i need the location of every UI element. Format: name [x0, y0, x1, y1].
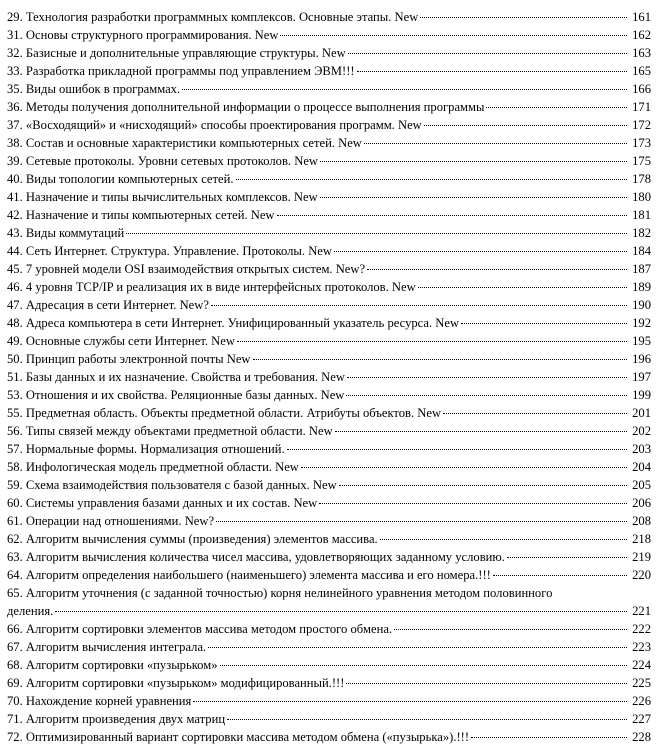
toc-entry-title: 29. Технология разработки программных комплексов. Основные этапы. New — [7, 10, 419, 24]
toc-entry-title: 38. Состав и основные характеристики компьютерных сетей. New — [7, 136, 362, 150]
dot-leader — [357, 61, 627, 72]
dot-leader — [380, 529, 627, 540]
dot-leader — [216, 511, 627, 522]
dot-leader — [420, 7, 627, 18]
toc-entry-title: 41. Назначение и типы вычислительных комплексов. New — [7, 190, 318, 204]
toc-entry[interactable] — [7, 548, 651, 566]
toc-entry-page: 201 — [632, 406, 651, 420]
toc-entry-title: 31. Основы структурного программирования. New — [7, 28, 279, 42]
dot-leader — [211, 295, 627, 306]
toc-entry-page: 187 — [632, 262, 651, 276]
dot-leader — [507, 547, 627, 558]
toc-entry-title: 40. Виды топологии компьютерных сетей. — [7, 172, 234, 186]
toc-entry[interactable] — [7, 188, 651, 206]
dot-leader — [471, 727, 627, 738]
toc-entry-page: 175 — [632, 154, 651, 168]
toc-entry[interactable] — [7, 404, 651, 422]
dot-leader — [443, 403, 627, 414]
toc-entry-page: 182 — [632, 226, 651, 240]
toc-entry-page: 220 — [632, 568, 651, 582]
toc-entry[interactable] — [7, 8, 651, 26]
toc-entry-title: 69. Алгоритм сортировки «пузырьком» модифицированный.!!! — [7, 676, 345, 690]
toc-entry[interactable] — [7, 368, 651, 386]
toc-entry-title: 72. Оптимизированный вариант сортировки массива методом обмена («пузырька»).!!! — [7, 730, 470, 744]
toc-entry[interactable] — [7, 422, 651, 440]
toc-entry-title: 51. Базы данных и их назначение. Свойства и требования. New — [7, 370, 345, 384]
toc-entry[interactable] — [7, 206, 651, 224]
dot-leader — [287, 439, 627, 450]
toc-entry-title: 55. Предметная область. Объекты предметной области. Атрибуты объектов. New — [7, 406, 442, 420]
toc-entry-title: 70. Нахождение корней уравнения — [7, 694, 192, 708]
toc-entry-title: 63. Алгоритм вычисления количества чисел массива, удовлетворяющих заданному условию. — [7, 550, 505, 564]
toc-entry[interactable] — [7, 296, 651, 314]
toc-entry-page: 181 — [632, 208, 651, 222]
toc-entry-title: 42. Назначение и типы компьютерных сетей. New — [7, 208, 275, 222]
dot-leader — [334, 241, 627, 252]
toc-entry[interactable] — [7, 26, 651, 44]
toc-entry-title-continuation: деления. — [7, 604, 54, 618]
toc-entry[interactable] — [7, 98, 651, 116]
toc-entry[interactable] — [7, 332, 651, 350]
toc-entry-title: 50. Принцип работы электронной почты New — [7, 352, 251, 366]
toc-entry-page: 226 — [632, 694, 651, 708]
dot-leader — [461, 313, 627, 324]
toc-entry-title: 47. Адресация в сети Интернет. New? — [7, 298, 209, 312]
toc-entry-title: 64. Алгоритм определения наибольшего (наименьшего) элемента массива и его номера.!!! — [7, 568, 491, 582]
toc-entry[interactable] — [7, 728, 651, 746]
toc-entry-page: 219 — [632, 550, 651, 564]
dot-leader — [208, 637, 627, 648]
toc-entry-page: 192 — [632, 316, 651, 330]
toc-entry[interactable] — [7, 656, 651, 674]
toc-entry-page: 227 — [632, 712, 651, 726]
toc-entry-page: 166 — [632, 82, 651, 96]
dot-leader — [364, 133, 627, 144]
toc-entry[interactable] — [7, 116, 651, 134]
toc-entry-page: 163 — [632, 46, 651, 60]
dot-leader — [182, 79, 627, 90]
toc-entry-title: 36. Методы получения дополнительной информации о процессе выполнения программы — [7, 100, 485, 114]
dot-leader — [193, 691, 627, 702]
toc-entry[interactable] — [7, 44, 651, 62]
toc-entry-page: 173 — [632, 136, 651, 150]
toc-entry-page: 189 — [632, 280, 651, 294]
toc-entry-title: 57. Нормальные формы. Нормализация отношений. — [7, 442, 285, 456]
dot-leader — [220, 655, 628, 666]
toc-entry-page: 224 — [632, 658, 651, 672]
toc-entry-title: 32. Базисные и дополнительные управляющие структуры. New — [7, 46, 346, 60]
toc-entry[interactable] — [7, 638, 651, 656]
toc-entry-page: 221 — [632, 604, 651, 618]
toc-entry-title: 48. Адреса компьютера в сети Интернет. Унифицированный указатель ресурса. New — [7, 316, 460, 330]
dot-leader — [301, 457, 627, 468]
toc-entry-page: 202 — [632, 424, 651, 438]
toc-entry-title: 66. Алгоритм сортировки элементов массива методом простого обмена. — [7, 622, 393, 636]
toc-entry-title: 39. Сетевые протоколы. Уровни сетевых протоколов. New — [7, 154, 318, 168]
toc-entry-page: 178 — [632, 172, 651, 186]
dot-leader — [339, 475, 627, 486]
toc-entry-title: 37. «Восходящий» и «нисходящий» способы проектирования программ. New — [7, 118, 422, 132]
dot-leader — [55, 601, 627, 612]
dot-leader — [320, 187, 627, 198]
toc-entry-title: 45. 7 уровней модели OSI взаимодействия открытых систем. New? — [7, 262, 366, 276]
toc-entry[interactable] — [7, 710, 651, 728]
dot-leader — [320, 151, 627, 162]
dot-leader — [347, 367, 627, 378]
toc-entry-page: 205 — [632, 478, 651, 492]
toc-entry[interactable] — [7, 674, 651, 692]
toc-entry-page: 204 — [632, 460, 651, 474]
toc-entry[interactable] — [7, 62, 651, 80]
dot-leader — [346, 385, 627, 396]
toc-entry-title: 33. Разработка прикладной программы под управлением ЭВМ!!! — [7, 64, 355, 78]
toc-entry[interactable] — [7, 566, 651, 584]
toc-entry-title: 46. 4 уровня TCP/IP и реализация их в виде интерфейсных протоколов. New — [7, 280, 416, 294]
table-of-contents — [7, 8, 651, 746]
toc-entry[interactable] — [7, 314, 651, 332]
toc-entry[interactable] — [7, 278, 651, 296]
toc-entry-title: 43. Виды коммутаций — [7, 226, 125, 240]
toc-entry-title: 61. Операции над отношениями. New? — [7, 514, 215, 528]
toc-entry-page: 190 — [632, 298, 651, 312]
toc-entry-page: 161 — [632, 10, 651, 24]
toc-entry-title: 60. Системы управления базами данных и их состав. New — [7, 496, 318, 510]
dot-leader — [319, 493, 627, 504]
dot-leader — [280, 25, 627, 36]
toc-entry-title: 53. Отношения и их свойства. Реляционные базы данных. New — [7, 388, 345, 402]
toc-entry-page: 180 — [632, 190, 651, 204]
toc-entry-page: 165 — [632, 64, 651, 78]
toc-entry[interactable] — [7, 80, 651, 98]
toc-entry[interactable] — [7, 530, 651, 548]
toc-entry-title: 67. Алгоритм вычисления интеграла. — [7, 640, 207, 654]
toc-entry[interactable] — [7, 170, 651, 188]
toc-entry-page: 172 — [632, 118, 651, 132]
toc-entry-page: 162 — [632, 28, 651, 42]
dot-leader — [493, 565, 627, 576]
toc-entry[interactable] — [7, 350, 651, 368]
dot-leader — [348, 43, 627, 54]
toc-entry[interactable] — [7, 224, 651, 242]
toc-entry[interactable] — [7, 692, 651, 710]
dot-leader — [126, 223, 627, 234]
dot-leader — [424, 115, 627, 126]
toc-entry-page: 195 — [632, 334, 651, 348]
toc-entry-page: 203 — [632, 442, 651, 456]
toc-entry-page: 206 — [632, 496, 651, 510]
toc-entry-page: 222 — [632, 622, 651, 636]
dot-leader — [418, 277, 627, 288]
toc-entry-title: 59. Схема взаимодействия пользователя с базой данных. New — [7, 478, 337, 492]
toc-entry[interactable] — [7, 440, 651, 458]
toc-entry-title: 62. Алгоритм вычисления суммы (произведения) элементов массива. — [7, 532, 378, 546]
toc-entry-page: 223 — [632, 640, 651, 654]
dot-leader — [486, 97, 627, 108]
toc-entry[interactable] — [7, 512, 651, 530]
dot-leader — [394, 619, 627, 630]
toc-entry-page: 197 — [632, 370, 651, 384]
toc-entry[interactable] — [7, 152, 651, 170]
toc-entry-page: 228 — [632, 730, 651, 744]
toc-entry-page: 225 — [632, 676, 651, 690]
toc-entry-title: 35. Виды ошибок в программах. — [7, 82, 181, 96]
toc-entry-page: 208 — [632, 514, 651, 528]
dot-leader — [367, 259, 627, 270]
dot-leader — [253, 349, 627, 360]
dot-leader — [277, 205, 627, 216]
dot-leader — [227, 709, 627, 720]
toc-entry-title: 58. Инфологическая модель предметной области. New — [7, 460, 299, 474]
toc-entry[interactable] — [7, 386, 651, 404]
toc-entry-page: 184 — [632, 244, 651, 258]
toc-entry-title: 68. Алгоритм сортировки «пузырьком» — [7, 658, 218, 672]
toc-entry[interactable] — [7, 242, 651, 260]
toc-entry-page: 218 — [632, 532, 651, 546]
toc-entry[interactable] — [7, 494, 651, 512]
toc-entry-page: 199 — [632, 388, 651, 402]
toc-entry[interactable] — [7, 620, 651, 638]
dot-leader — [237, 331, 627, 342]
toc-entry-page: 196 — [632, 352, 651, 366]
toc-entry-title: 49. Основные службы сети Интернет. New — [7, 334, 235, 348]
toc-entry-title: 71. Алгоритм произведения двух матриц — [7, 712, 226, 726]
toc-entry-page: 171 — [632, 100, 651, 114]
toc-entry-title: 56. Типы связей между объектами предметной области. New — [7, 424, 333, 438]
toc-entry[interactable] — [7, 458, 651, 476]
toc-entry-title: 65. Алгоритм уточнения (с заданной точностью) корня нелинейного уравнения методом половинного — [7, 586, 553, 600]
toc-entry[interactable] — [7, 134, 651, 152]
toc-entry[interactable] — [7, 584, 651, 620]
toc-entry-title: 44. Сеть Интернет. Структура. Управление. Протоколы. New — [7, 244, 332, 258]
toc-entry[interactable] — [7, 476, 651, 494]
toc-entry[interactable] — [7, 260, 651, 278]
dot-leader — [335, 421, 627, 432]
dot-leader — [236, 169, 627, 180]
